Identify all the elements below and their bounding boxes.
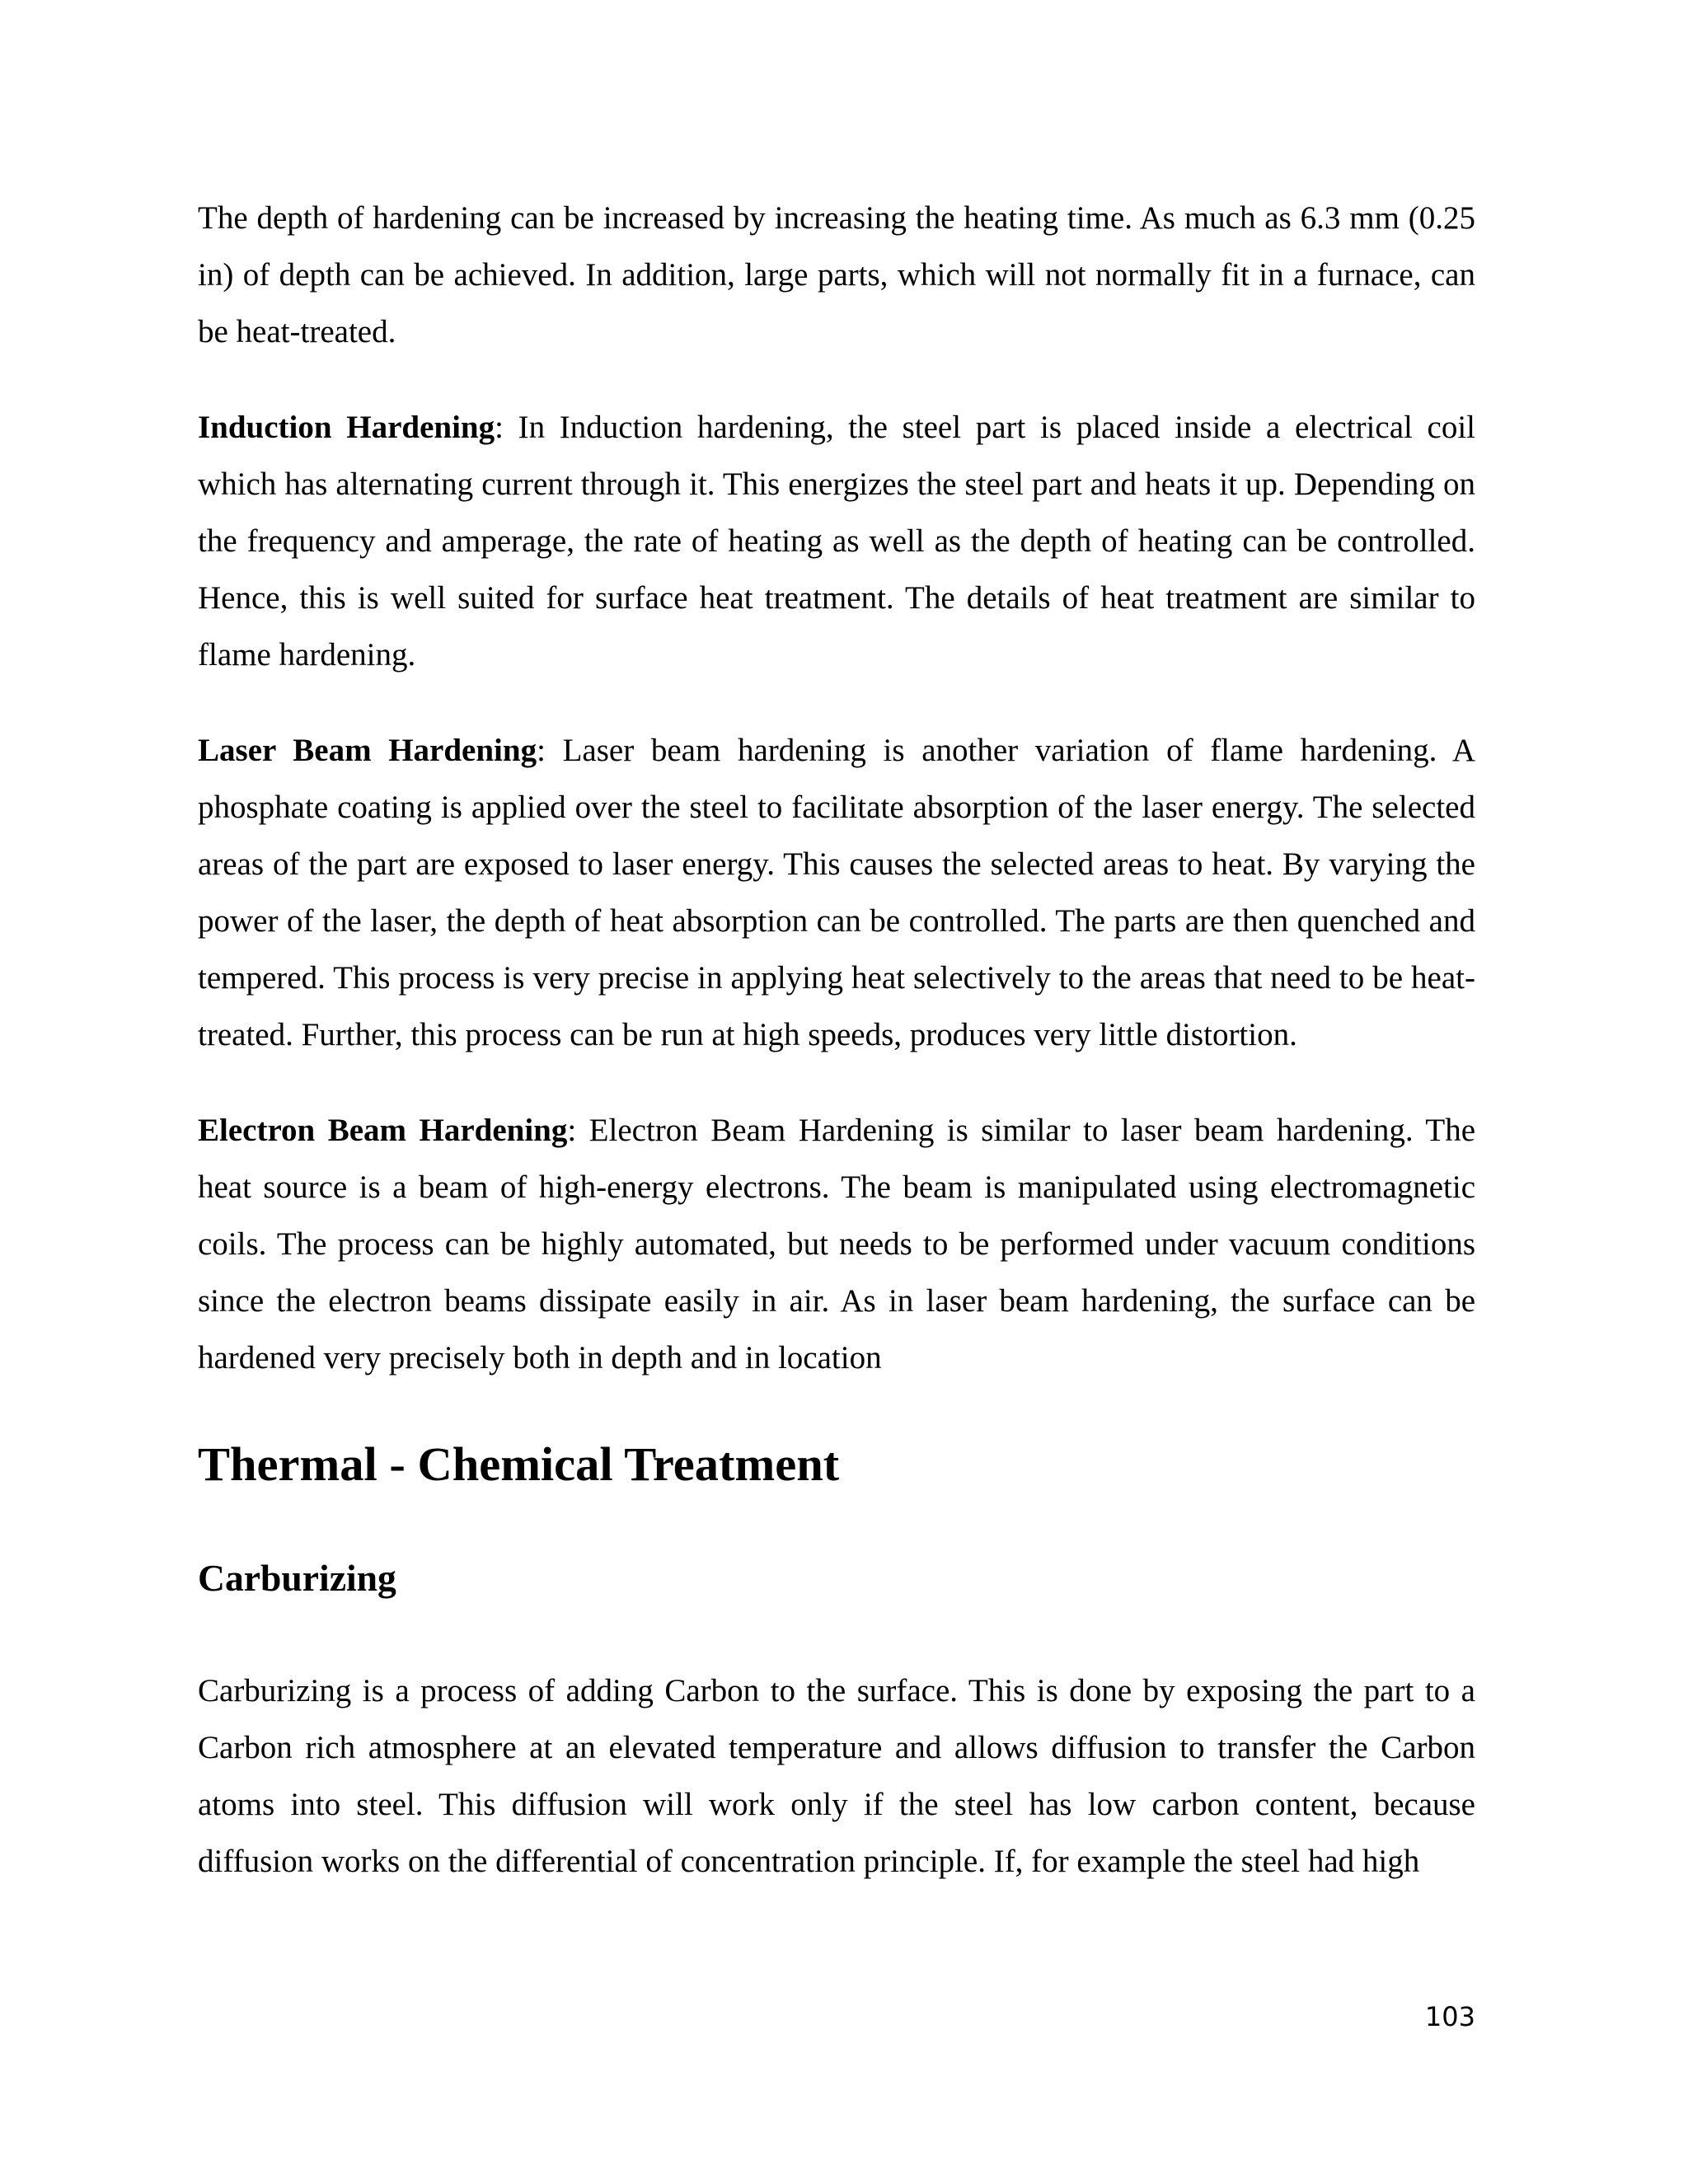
paragraph-laser-beam-hardening — [198, 722, 1475, 1063]
term-laser-beam-hardening: Laser Beam Hardening — [198, 733, 537, 768]
paragraph-hardening-depth: The depth of hardening can be increased by increasing the heating time. As much as 6.3 mm (0.25 in) of depth can be achieved. In addition, large parts, which will not normally fit in a furnace, can be heat-treated. — [198, 200, 1475, 349]
laser-beam-hardening-text: : Laser beam hardening is another variation of flame hardening. A phosphate coating is applied over the steel to facilitate absorption of the laser energy. The selected areas of the part are exposed to laser energy. This causes the selected areas to heat. By varying the power of the laser, the depth of heat absorption can be controlled. The parts are then quenched and tempered. This process is very precise in applying heat selectively to the areas that need to be heat-treated. Further, this process can be run at high speeds, produces very little distortion. — [198, 733, 1475, 1052]
heading-carburizing: Carburizing — [198, 1557, 396, 1599]
page-number: 103 — [1424, 2001, 1475, 2032]
induction-hardening-text: : In Induction hardening, the steel part is placed inside a electrical coil which has alternating current through it. This energizes the steel part and heats it up. Depending on the frequency and amperage, the rate of heating as well as the depth of heating can be controlled. Hence, this is well suited for surface heat treatment. The details of heat treatment are similar to flame hardening. — [198, 410, 1475, 673]
term-induction-hardening: Induction Hardening — [198, 410, 495, 445]
term-electron-beam-hardening: Electron Beam Hardening — [198, 1113, 568, 1148]
page-content — [198, 190, 1475, 1929]
paragraph-electron-beam-hardening — [198, 1102, 1475, 1386]
heading-thermal-chemical-treatment: Thermal - Chemical Treatment — [198, 1437, 840, 1491]
paragraph-carburizing: Carburizing is a process of adding Carbon to the surface. This is done by exposing the part to a Carbon rich atmosphere at an elevated temperature and allows diffusion to transfer the Carbon atoms into steel. This diffusion will work only if the steel has low carbon content, because diffusion works on the differential of concentration principle. If, for example the steel had high — [198, 1673, 1475, 1879]
paragraph-induction-hardening — [198, 399, 1475, 683]
electron-beam-hardening-text: : Electron Beam Hardening is similar to laser beam hardening. The heat source is a beam of high-energy electrons. The beam is manipulated using electromagnetic coils. The process can be highly automated, but needs to be performed under vacuum conditions since the electron beams dissipate easily in air. As in laser beam hardening, the surface can be hardened very precisely both in depth and in location — [198, 1113, 1476, 1376]
